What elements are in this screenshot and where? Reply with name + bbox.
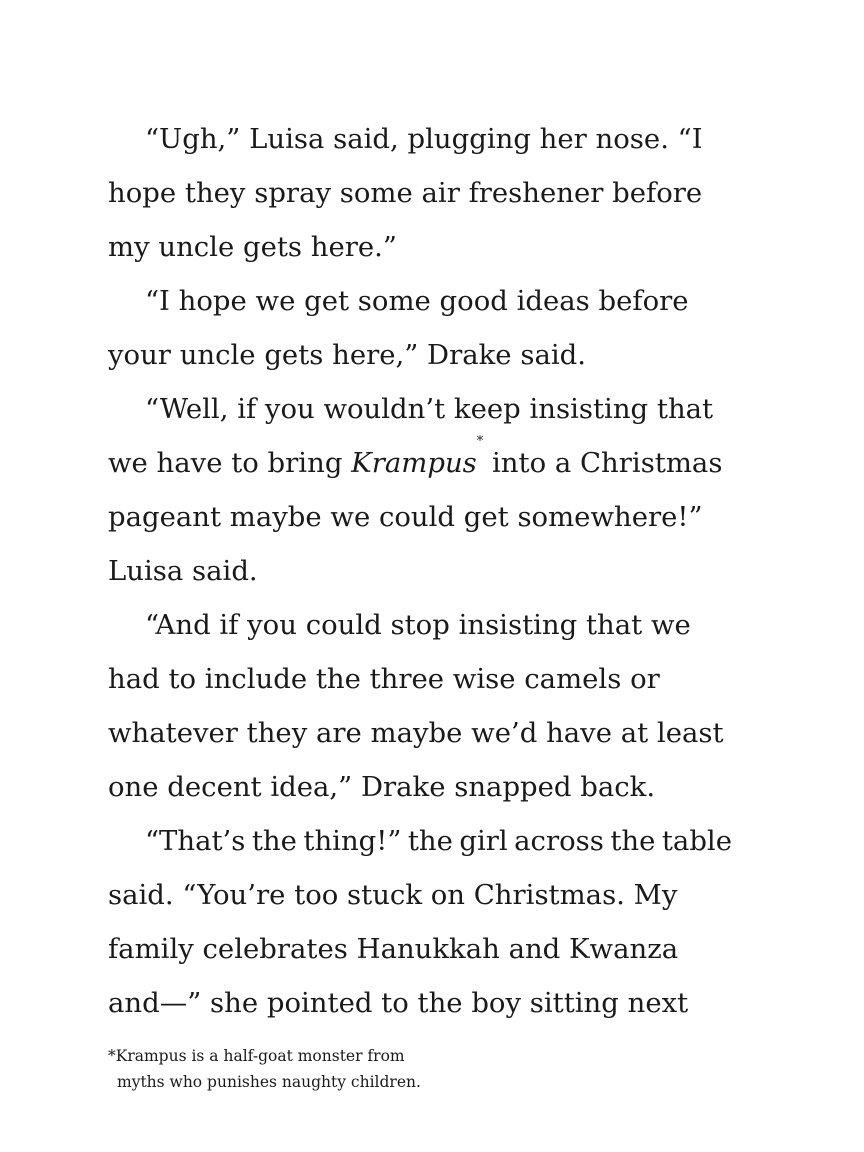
text-line: “Ugh,” Luisa said, plugging her nose. “I xyxy=(145,123,703,155)
text-line: my uncle gets here.” xyxy=(108,231,397,263)
text-line: one decent idea,” Drake snapped back. xyxy=(108,771,656,803)
footnote xyxy=(108,1043,488,1095)
text-line: “I hope we get some good ideas before xyxy=(145,285,689,317)
body-text xyxy=(108,112,732,1030)
text-line: whatever they are maybe we’d have at least xyxy=(108,717,724,749)
text-line: your uncle gets here,” Drake said. xyxy=(108,339,586,371)
text-line: “And if you could stop insisting that we xyxy=(145,609,691,641)
footnote-line: *Krampus is a half-goat monster from xyxy=(108,1047,405,1065)
footnote-line: myths who punishes naughty children. xyxy=(117,1073,421,1091)
text-line: “That’s the thing!” the girl across the table xyxy=(145,825,732,857)
text-line: said. “You’re too stuck on Christmas. My xyxy=(108,879,678,911)
footnote-marker: * xyxy=(476,434,484,449)
text-line: had to include the three wise camels or xyxy=(108,663,660,695)
text-line: “Well, if you wouldn’t keep insisting that xyxy=(145,393,714,425)
text-line: we have to bring Krampus* into a Christmas xyxy=(108,434,723,479)
text-line: and—” she pointed to the boy sitting next xyxy=(108,987,689,1019)
krampus-italic: Krampus xyxy=(351,447,477,479)
text-line: hope they spray some air freshener before xyxy=(108,177,703,209)
text-line: Luisa said. xyxy=(108,555,258,587)
text-line: pageant maybe we could get somewhere!” xyxy=(108,501,703,533)
text-line: family celebrates Hanukkah and Kwanza xyxy=(108,933,679,965)
